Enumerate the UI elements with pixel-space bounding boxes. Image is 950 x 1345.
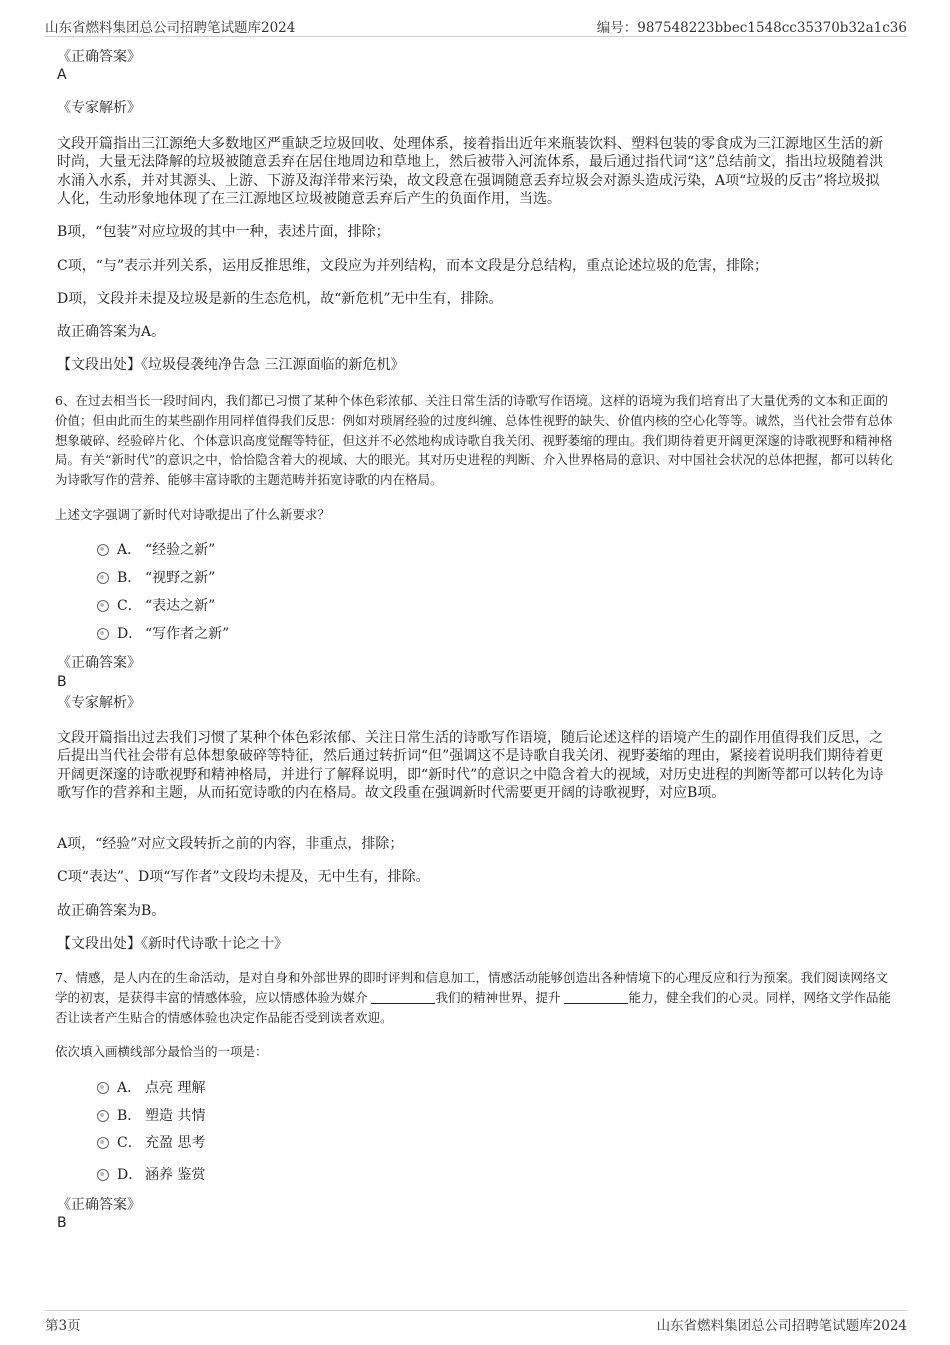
q6-option-a[interactable]: A． “经验之新” <box>97 540 215 560</box>
page-number: 第3页 <box>45 1318 81 1334</box>
footer-title: 山东省燃料集团总公司招聘笔试题库2024 <box>656 1318 907 1334</box>
q6-question: 上述文字强调了新时代对诗歌提出了什么新要求？ <box>55 507 331 522</box>
q7-question: 依次填入画横线部分最恰当的一项是： <box>55 1044 268 1059</box>
q7-blank-2 <box>564 991 628 1004</box>
q5-analysis: 文段开篇指出三江源绝大多数地区严重缺乏垃圾回收、处理体系，接着指出近年来瓶装饮料、塑料包装的零食成为三江源地区生活的新时尚，大量无法降解的垃圾被随意丢弃在居住地周边和草地上，然后被带入河流体系，最后通过指代词“这”总结前文，指出垃圾随着洪水涌入水系，并对其源头、上游、下游及海洋带来污染，故文段意在强调随意丢弃垃圾会对源头造成污染，A项“垃圾的反击”将垃圾拟人化，生动形象地体现了在三江源地区垃圾被随意丢弃后产生的负面作用，当选。 <box>57 136 884 207</box>
q6-analysis: 文段开篇指出过去我们习惯了某种个体色彩浓郁、关注日常生活的诗歌写作语境，随后论述这样的语境产生的副作用值得我们反思，之后提出当代社会带有总体想象破碎等特征，然后通过转折词“但”强调这不是诗歌自我关闭、视野萎缩的理由，紧接着说明我们期待着更开阔更深邃的诗歌视野和精神格局，并进行了解释说明，即“新时代”的意识之中隐含着大的视域，对历史进程的判断等都可以转化为诗歌写作的营养和主题，从而拓宽诗歌的内在格局。故文段重在强调新时代需要更开阔的诗歌视野，对应B项。 <box>57 730 884 801</box>
q7-stem: 7、情感，是人内在的生命活动，是对自身和外部世界的即时评判和信息加工，情感活动能够创造出各种情境下的心理反应和行为预案。我们阅读网络文学的初衷，是获得丰富的情感体验，应以情感体验为媒介 我们的精神世界，提升 能力，健全我们的心灵。同样，网络文学作品能否让读者产生贴合的情感体验也决定作品能否受到读者欢迎。 <box>55 970 891 1025</box>
radio-icon[interactable] <box>97 1137 109 1149</box>
header-serial: 编号：987548223bbec1548cc35370b32a1c36 <box>596 20 907 36</box>
q6-source: 【文段出处】《新时代诗歌十论之十》 <box>57 936 288 952</box>
q7-option-c[interactable]: C． 充盈 思考 <box>97 1133 205 1153</box>
q7-option-a[interactable]: A． 点亮 理解 <box>97 1078 205 1098</box>
radio-icon[interactable] <box>97 1169 109 1181</box>
q5-analysis-label: 《专家解析》 <box>57 100 141 116</box>
q5-option-b-note: B项，“包装”对应垃圾的其中一种，表述片面，排除； <box>57 224 390 240</box>
q5-option-d-note: D项，文段并未提及垃圾是新的生态危机，故“新危机”无中生有，排除。 <box>57 291 503 307</box>
q5-option-c-note: C项，“与”表示并列关系，运用反推思维，文段应为并列结构，而本文段是分总结构，重点论述垃圾的危害，排除； <box>57 258 769 274</box>
q6-conclusion: 故正确答案为B。 <box>57 903 166 919</box>
q6-option-d[interactable]: D． “写作者之新” <box>97 624 229 644</box>
q6-option-a-note: A项，“经验”对应文段转折之前的内容，非重点，排除； <box>57 836 404 852</box>
q7-blank-1 <box>371 991 435 1004</box>
q6-stem: 6、在过去相当长一段时间内，我们都已习惯了某种个体色彩浓郁、关注日常生活的诗歌写作语境。这样的语境为我们培育出了大量优秀的文本和正面的价值；但由此而生的某些副作用同样值得我们反思：例如对琐屑经验的过度纠缠、总体性视野的缺失、价值内核的空心化等等。诚然，当代社会带有总体想象破碎、经验碎片化、个体意识高度觉醒等特征，但这并不必然地构成诗歌自我关闭、视野萎缩的理由。我们期待着更开阔更深邃的诗歌视野和精神格局。有关“新时代”的意识之中，恰恰隐含着大的视域、大的眼光。其对历史进程的判断、介入世界格局的意识、对中国社会状况的总体把握，都可以转化为诗歌写作的营养、能够丰富诗歌的主题范畴并拓宽诗歌的内在格局。 <box>55 393 893 488</box>
radio-icon[interactable] <box>97 1082 109 1094</box>
q7-option-b[interactable]: B． 塑造 共情 <box>97 1106 205 1126</box>
q5-source: 【文段出处】《垃圾侵袭纯净告急 三江源面临的新危机》 <box>57 357 405 373</box>
radio-icon[interactable] <box>97 544 109 556</box>
q7-option-d[interactable]: D． 涵养 鉴赏 <box>97 1165 205 1185</box>
radio-icon[interactable] <box>97 600 109 612</box>
header-title: 山东省燃料集团总公司招聘笔试题库2024 <box>45 20 296 36</box>
q6-option-cd-note: C项“表达”、D项“写作者”文段均未提及，无中生有，排除。 <box>57 869 430 885</box>
q5-answer-label: 《正确答案》 <box>57 49 141 65</box>
page-header <box>45 14 907 37</box>
q6-option-b[interactable]: B． “视野之新” <box>97 568 215 588</box>
q5-answer: A <box>57 67 67 83</box>
q5-conclusion: 故正确答案为A。 <box>57 324 166 340</box>
q6-answer-label: 《正确答案》 <box>57 655 141 671</box>
q6-option-c[interactable]: C． “表达之新” <box>97 596 215 616</box>
q7-answer: B <box>57 1215 67 1231</box>
q7-answer-label: 《正确答案》 <box>57 1197 141 1213</box>
radio-icon[interactable] <box>97 572 109 584</box>
q6-analysis-label: 《专家解析》 <box>57 695 141 711</box>
radio-icon[interactable] <box>97 1110 109 1122</box>
radio-icon[interactable] <box>97 628 109 640</box>
page-footer <box>45 1310 907 1335</box>
q6-answer: B <box>57 674 67 690</box>
